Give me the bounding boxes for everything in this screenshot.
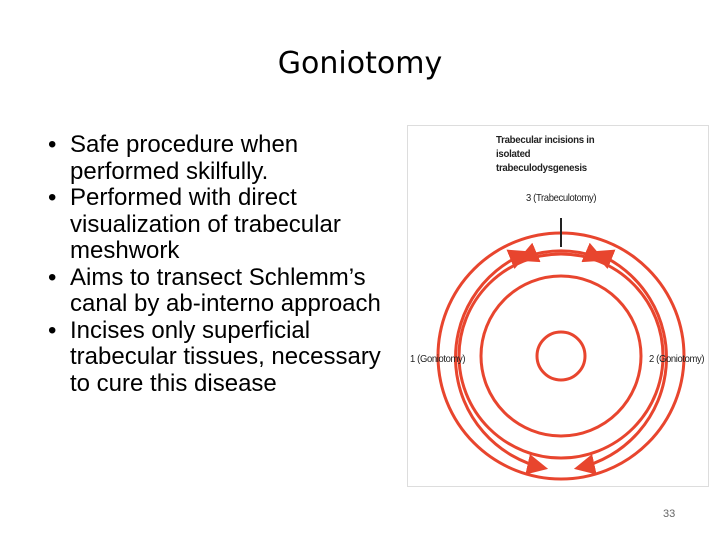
label-trabeculotomy: 3 (Trabeculotomy)	[526, 192, 597, 204]
outer-ring	[438, 233, 684, 479]
pupil-ring	[537, 332, 585, 380]
goniotomy-diagram	[407, 125, 709, 487]
bullet-item: • Performed with direct visualization of trabecular meshwork	[48, 185, 393, 265]
slide-title: Goniotomy	[277, 46, 443, 81]
figure-caption: Trabecular incisions in isolated trabeculodysgenesis	[496, 134, 595, 174]
label-goniotomy-right: 2 (Goniotomy)	[649, 353, 705, 365]
middle-ring	[459, 254, 663, 458]
page-number: 33	[663, 508, 676, 520]
bullet-list	[48, 132, 393, 397]
bullet-item: • Safe procedure when performed skilfully.	[48, 132, 393, 185]
bullet-item: • Incises only superficial trabecular tissues, necessary to cure this disease	[48, 318, 393, 398]
inner-ring	[481, 276, 641, 436]
label-goniotomy-left: 1 (Goniotomy)	[410, 353, 466, 365]
diagram-drawing	[408, 126, 708, 486]
bullet-item: • Aims to transect Schlemm’s canal by ab-interno approach	[48, 265, 393, 318]
